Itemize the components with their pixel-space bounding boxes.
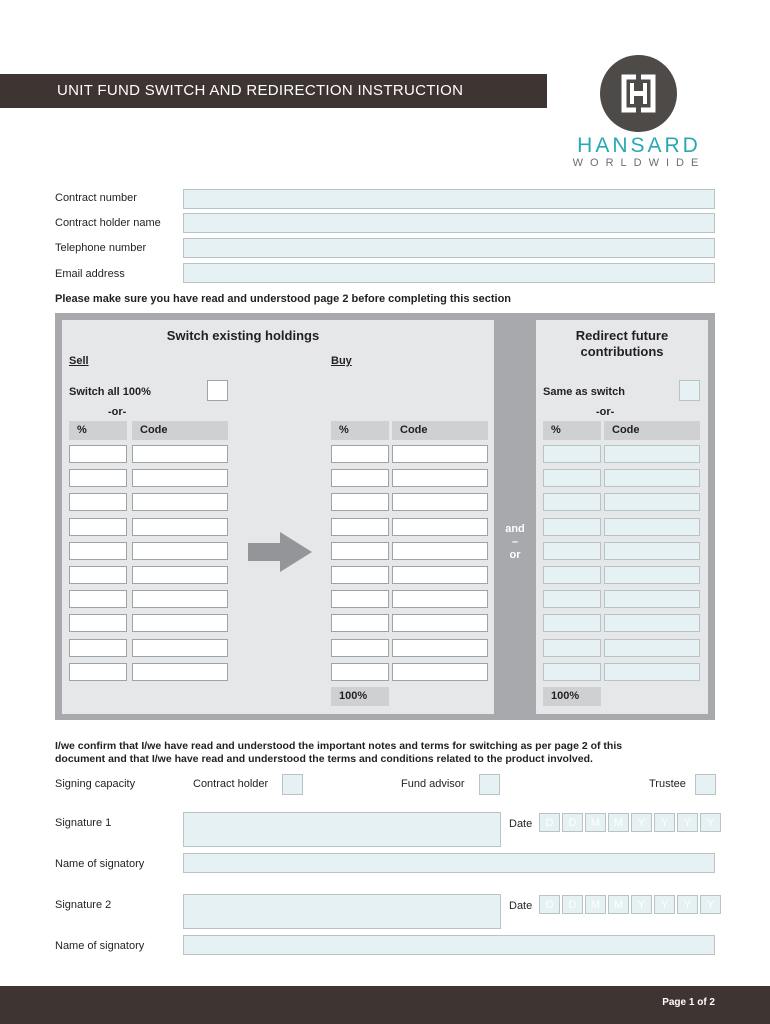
- contract-holder-name-label: Contract holder name: [55, 217, 161, 229]
- trustee-option-label: Trustee: [649, 778, 686, 790]
- signature1-field[interactable]: [183, 812, 501, 847]
- redirect-code-input[interactable]: [604, 518, 700, 536]
- signature1-label: Signature 1: [55, 817, 112, 829]
- redirect-percent-input[interactable]: [543, 614, 601, 632]
- buy-percent-input[interactable]: [331, 590, 389, 608]
- redirect-percent-input[interactable]: [543, 590, 601, 608]
- redirect-percent-input[interactable]: [543, 469, 601, 487]
- date1-char-box[interactable]: Y: [700, 813, 721, 832]
- name-of-signatory2-label: Name of signatory: [55, 940, 145, 952]
- date1-char-box[interactable]: Y: [654, 813, 675, 832]
- switch-or-label: -or-: [108, 406, 127, 418]
- buy-percent-input[interactable]: [331, 614, 389, 632]
- redirect-percent-header: %: [543, 421, 601, 440]
- telephone-number-field[interactable]: [183, 238, 715, 258]
- buy-code-input[interactable]: [392, 590, 488, 608]
- sell-percent-input[interactable]: [69, 566, 127, 584]
- sell-code-input[interactable]: [132, 518, 228, 536]
- signature2-label: Signature 2: [55, 899, 112, 911]
- trustee-checkbox[interactable]: [695, 774, 716, 795]
- signing-capacity-label: Signing capacity: [55, 778, 136, 790]
- buy-code-input[interactable]: [392, 445, 488, 463]
- redirect-percent-input[interactable]: [543, 518, 601, 536]
- buy-percent-header: %: [331, 421, 389, 440]
- brand-name: HANSARD: [577, 134, 701, 157]
- redirect-percent-input[interactable]: [543, 493, 601, 511]
- contract-number-label: Contract number: [55, 192, 137, 204]
- buy-percent-input[interactable]: [331, 469, 389, 487]
- sell-code-input[interactable]: [132, 639, 228, 657]
- title-bar: [0, 74, 547, 108]
- buy-code-header: Code: [392, 421, 488, 440]
- date2-char-box[interactable]: D: [539, 895, 560, 914]
- buy-percent-input[interactable]: [331, 639, 389, 657]
- buy-code-input[interactable]: [392, 542, 488, 560]
- date2-char-box[interactable]: Y: [677, 895, 698, 914]
- redirect-code-input[interactable]: [604, 566, 700, 584]
- sell-percent-input[interactable]: [69, 639, 127, 657]
- fund-advisor-checkbox[interactable]: [479, 774, 500, 795]
- same-as-switch-label: Same as switch: [543, 386, 625, 398]
- redirect-title-line2: contributions: [580, 344, 664, 359]
- sell-percent-header: %: [69, 421, 127, 440]
- buy-code-input[interactable]: [392, 614, 488, 632]
- contract-holder-option-label: Contract holder: [193, 778, 269, 790]
- same-as-switch-checkbox[interactable]: [679, 380, 700, 401]
- connector-dash: –: [511, 536, 519, 548]
- sell-code-input[interactable]: [132, 469, 228, 487]
- date1-char-box[interactable]: Y: [631, 813, 652, 832]
- switch-section-title: Switch existing holdings: [166, 328, 320, 343]
- date1-char-box[interactable]: Y: [677, 813, 698, 832]
- switch-all-checkbox[interactable]: [207, 380, 228, 401]
- sell-percent-input[interactable]: [69, 469, 127, 487]
- date1-char-box[interactable]: D: [539, 813, 560, 832]
- page-number: Page 1 of 2: [662, 997, 715, 1008]
- hansard-logo-icon: [600, 55, 677, 132]
- sell-percent-input[interactable]: [69, 614, 127, 632]
- arrow-right-icon: [248, 532, 312, 572]
- connector-and: and: [505, 523, 525, 535]
- page-title: UNIT FUND SWITCH AND REDIRECTION INSTRUCTION: [57, 82, 464, 99]
- buy-percent-input[interactable]: [331, 663, 389, 681]
- date2-char-box[interactable]: Y: [654, 895, 675, 914]
- redirect-code-input[interactable]: [604, 590, 700, 608]
- sell-code-input[interactable]: [132, 542, 228, 560]
- date2-char-box[interactable]: M: [585, 895, 606, 914]
- footer-bar: [0, 986, 770, 1024]
- sell-code-header: Code: [132, 421, 228, 440]
- sell-code-input[interactable]: [132, 445, 228, 463]
- date2-char-box[interactable]: D: [562, 895, 583, 914]
- buy-code-input[interactable]: [392, 518, 488, 536]
- buy-percent-input[interactable]: [331, 542, 389, 560]
- redirect-total: 100%: [543, 687, 601, 706]
- date1-char-box[interactable]: D: [562, 813, 583, 832]
- date1-label: Date: [509, 818, 533, 830]
- sell-code-input[interactable]: [132, 590, 228, 608]
- email-address-label: Email address: [55, 268, 125, 280]
- buy-percent-input[interactable]: [331, 566, 389, 584]
- connector-or: or: [509, 549, 521, 561]
- date1-char-box[interactable]: M: [585, 813, 606, 832]
- buy-code-input[interactable]: [392, 663, 488, 681]
- sell-code-input[interactable]: [132, 493, 228, 511]
- buy-percent-input[interactable]: [331, 518, 389, 536]
- name-of-signatory1-label: Name of signatory: [55, 858, 145, 870]
- redirect-percent-input[interactable]: [543, 663, 601, 681]
- redirect-code-input[interactable]: [604, 542, 700, 560]
- redirect-code-header: Code: [604, 421, 700, 440]
- redirect-code-input[interactable]: [604, 493, 700, 511]
- date2-char-box[interactable]: Y: [631, 895, 652, 914]
- redirect-code-input[interactable]: [604, 445, 700, 463]
- buy-label: Buy: [331, 355, 352, 367]
- date2-char-box[interactable]: Y: [700, 895, 721, 914]
- buy-code-input[interactable]: [392, 469, 488, 487]
- buy-code-input[interactable]: [392, 566, 488, 584]
- name-of-signatory2-field[interactable]: [183, 935, 715, 955]
- confirmation-line2: document and that I/we have read and understood the terms and conditions related to the product involved.: [55, 753, 593, 765]
- date2-label: Date: [509, 900, 533, 912]
- contract-holder-checkbox[interactable]: [282, 774, 303, 795]
- sell-code-input[interactable]: [132, 614, 228, 632]
- sell-percent-input[interactable]: [69, 590, 127, 608]
- buy-code-input[interactable]: [392, 639, 488, 657]
- sell-percent-input[interactable]: [69, 663, 127, 681]
- redirect-code-input[interactable]: [604, 639, 700, 657]
- buy-percent-input[interactable]: [331, 445, 389, 463]
- date1-char-box[interactable]: M: [608, 813, 629, 832]
- email-address-field[interactable]: [183, 263, 715, 283]
- sell-percent-input[interactable]: [69, 518, 127, 536]
- contract-holder-name-field[interactable]: [183, 213, 715, 233]
- fund-advisor-option-label: Fund advisor: [401, 778, 465, 790]
- brand-subtitle: WORLDWIDE: [572, 157, 706, 169]
- signature2-field[interactable]: [183, 894, 501, 929]
- telephone-number-label: Telephone number: [55, 242, 147, 254]
- redirect-or-label: -or-: [596, 406, 615, 418]
- sell-percent-input[interactable]: [69, 445, 127, 463]
- redirect-title-line1: Redirect future: [575, 328, 669, 343]
- sell-label: Sell: [69, 355, 89, 367]
- buy-percent-input[interactable]: [331, 493, 389, 511]
- contract-number-field[interactable]: [183, 189, 715, 209]
- sell-code-input[interactable]: [132, 566, 228, 584]
- redirect-percent-input[interactable]: [543, 566, 601, 584]
- switch-all-label: Switch all 100%: [69, 386, 151, 398]
- confirmation-line1: I/we confirm that I/we have read and understood the important notes and terms for switching as per page 2 of this: [55, 740, 623, 752]
- buy-code-input[interactable]: [392, 493, 488, 511]
- redirect-code-input[interactable]: [604, 469, 700, 487]
- sell-percent-input[interactable]: [69, 542, 127, 560]
- redirect-percent-input[interactable]: [543, 542, 601, 560]
- date2-char-box[interactable]: M: [608, 895, 629, 914]
- name-of-signatory1-field[interactable]: [183, 853, 715, 873]
- sell-percent-input[interactable]: [69, 493, 127, 511]
- redirect-code-input[interactable]: [604, 663, 700, 681]
- redirect-percent-input[interactable]: [543, 445, 601, 463]
- sell-code-input[interactable]: [132, 663, 228, 681]
- instruction-text: Please make sure you have read and understood page 2 before completing this section: [55, 293, 512, 305]
- buy-total: 100%: [331, 687, 389, 706]
- redirect-code-input[interactable]: [604, 614, 700, 632]
- redirect-percent-input[interactable]: [543, 639, 601, 657]
